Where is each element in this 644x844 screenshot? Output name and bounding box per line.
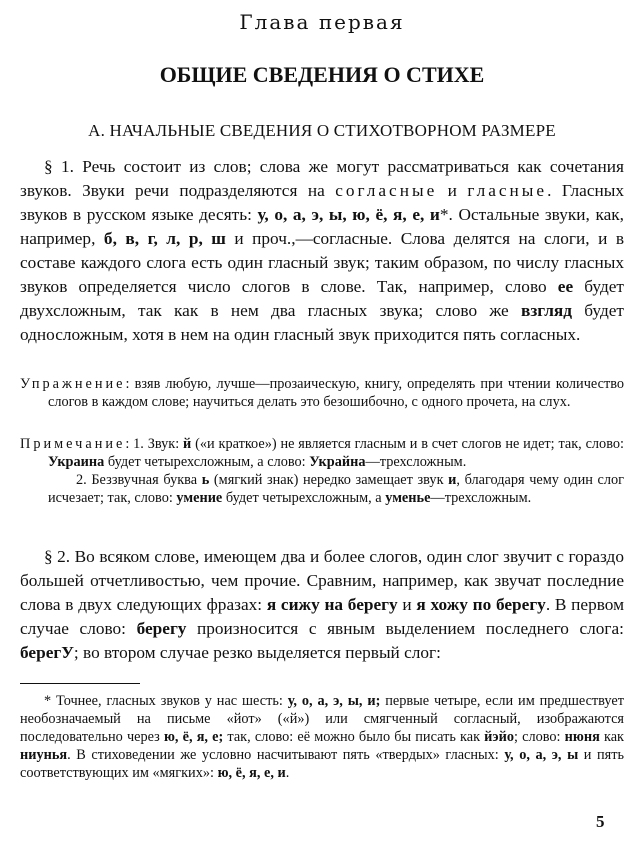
vowel-list: у, о, а, э, ы — [504, 747, 579, 763]
vowel-list: ю, ё, я, е, и — [217, 765, 286, 781]
footnote-text: . В стиховедении же условно насчитывают пять «твердых» гласных: — [67, 747, 505, 763]
note-text: 2. Беззвучная буква — [76, 472, 202, 488]
p1-text: *. Остальные звуки, как, например, — [20, 205, 624, 248]
note-text: будет четырехсложным, а — [222, 490, 386, 506]
p1-text: § 1. Речь состоит из слов; слова же могут рассматриваться как сочетания звуков. Звуки речи подразделяются на — [20, 157, 624, 200]
p2-text: § 2. Во всяком слове, имеющем два и более слогов, один слог звучит с гораздо большей отчетливостью, чем прочие. Сравним, например, как звучат последние слова в двух следующих фразах: — [20, 547, 624, 614]
p1-text: будет односложным, хотя в нем на один гласный звук приходится пять согласных. — [20, 301, 624, 344]
vowel-list: у, о, а, э, ы, ю, ё, я, е, и — [257, 205, 440, 224]
page-number: 5 — [596, 812, 605, 831]
example-word: Украина — [48, 454, 105, 470]
example-word: Украйна — [309, 454, 366, 470]
vowel-list: ю, ё, я, е; — [163, 729, 224, 745]
note-text: будет четырехсложным, а слово: — [104, 454, 310, 470]
example-word: взгляд — [520, 301, 573, 320]
section-heading: А. НАЧАЛЬНЫЕ СВЕДЕНИЯ О СТИХОТВОРНОМ РАЗМЕРЕ — [88, 121, 556, 140]
p2-text: . В первом случае слово: — [20, 595, 625, 638]
example-word: нюня — [564, 729, 600, 745]
footnote-divider — [20, 683, 140, 684]
consonant-list: б, в, г, л, р, ш — [103, 229, 226, 248]
footnote — [20, 692, 624, 782]
note-text: : 1. Звук: — [125, 436, 184, 452]
footnote-text: первые четыре, если им предшествует необозначаемый на письме «йот» («й») или смягченный согласный, изображаются последовательно через — [20, 693, 624, 745]
example-word: берегу — [136, 619, 187, 638]
footnote-text: ; слово: — [513, 729, 565, 745]
p2-text: ; во втором случае резко выделяется первый слог: — [73, 643, 441, 662]
p2-text: и — [397, 595, 417, 614]
footnote-text: как — [599, 729, 624, 745]
exercise-label: Упражнение — [20, 376, 126, 392]
example-word: уменье — [385, 490, 431, 506]
example-word: умение — [176, 490, 223, 506]
p1-text: будет двухсложным, так как в нем два гласных звука; слово же — [20, 277, 624, 320]
p1-text: и — [437, 181, 468, 200]
note-text: —трехсложным. — [365, 454, 467, 470]
p1-text: и проч.,—согласные. Слова делятся на слоги, и в составе каждого слога есть один гласный звук; таким образом, по числу гласных звуков определяется число слогов в слове. Так, например, слово — [20, 229, 624, 296]
note-label: Примечание — [20, 436, 126, 452]
term-vowels: гласные — [467, 181, 548, 200]
paragraph-2 — [20, 545, 624, 665]
vowel-list: у, о, а, э, ы, и; — [287, 693, 381, 709]
note-text: («и краткое») не является гласным и в счет слогов не идет; так, слово: — [191, 436, 624, 452]
footnote-text: и пять соответствующих им «мягких»: — [20, 747, 624, 781]
page-title: ОБЩИЕ СВЕДЕНИЯ О СТИХЕ — [159, 62, 485, 87]
footnote-text: * Точнее, гласных звуков у нас шесть: — [44, 693, 288, 709]
example-letter: ь — [201, 472, 210, 488]
example-word: йэйо — [484, 729, 514, 745]
example-word: берегУ — [20, 643, 74, 662]
example-word: ниунья — [20, 747, 68, 763]
note-text: (мягкий знак) нередко замещает звук — [209, 472, 449, 488]
example-word: ее — [557, 277, 574, 296]
example-letter: й — [183, 436, 192, 452]
note-block — [20, 435, 624, 507]
term-consonants: согласные — [335, 181, 438, 200]
note-text: , благодаря чему один слог исчезает; так, слово: — [48, 472, 624, 506]
example-phrase: я хожу по берегу — [416, 595, 546, 614]
exercise-text: : взяв любую, лучше—прозаическую, книгу, определять при чтении количество слогов в каждом слове; научиться делать это безошибочно, с одного прочета, на слух. — [48, 376, 624, 410]
note-text: —трехсложным. — [430, 490, 532, 506]
footnote-text: . — [285, 765, 290, 781]
p1-text: . Гласных звуков в русском языке десять: — [20, 181, 624, 224]
example-phrase: я сижу на берегу — [266, 595, 398, 614]
footnote-text: так, слово: её можно было бы писать как — [223, 729, 485, 745]
chapter-heading: Глава первая — [239, 10, 405, 34]
p2-text: произносится с явным выделением последнего слога: — [186, 619, 624, 638]
example-letter: и — [448, 472, 457, 488]
exercise-block — [20, 375, 624, 411]
paragraph-1 — [20, 155, 624, 347]
